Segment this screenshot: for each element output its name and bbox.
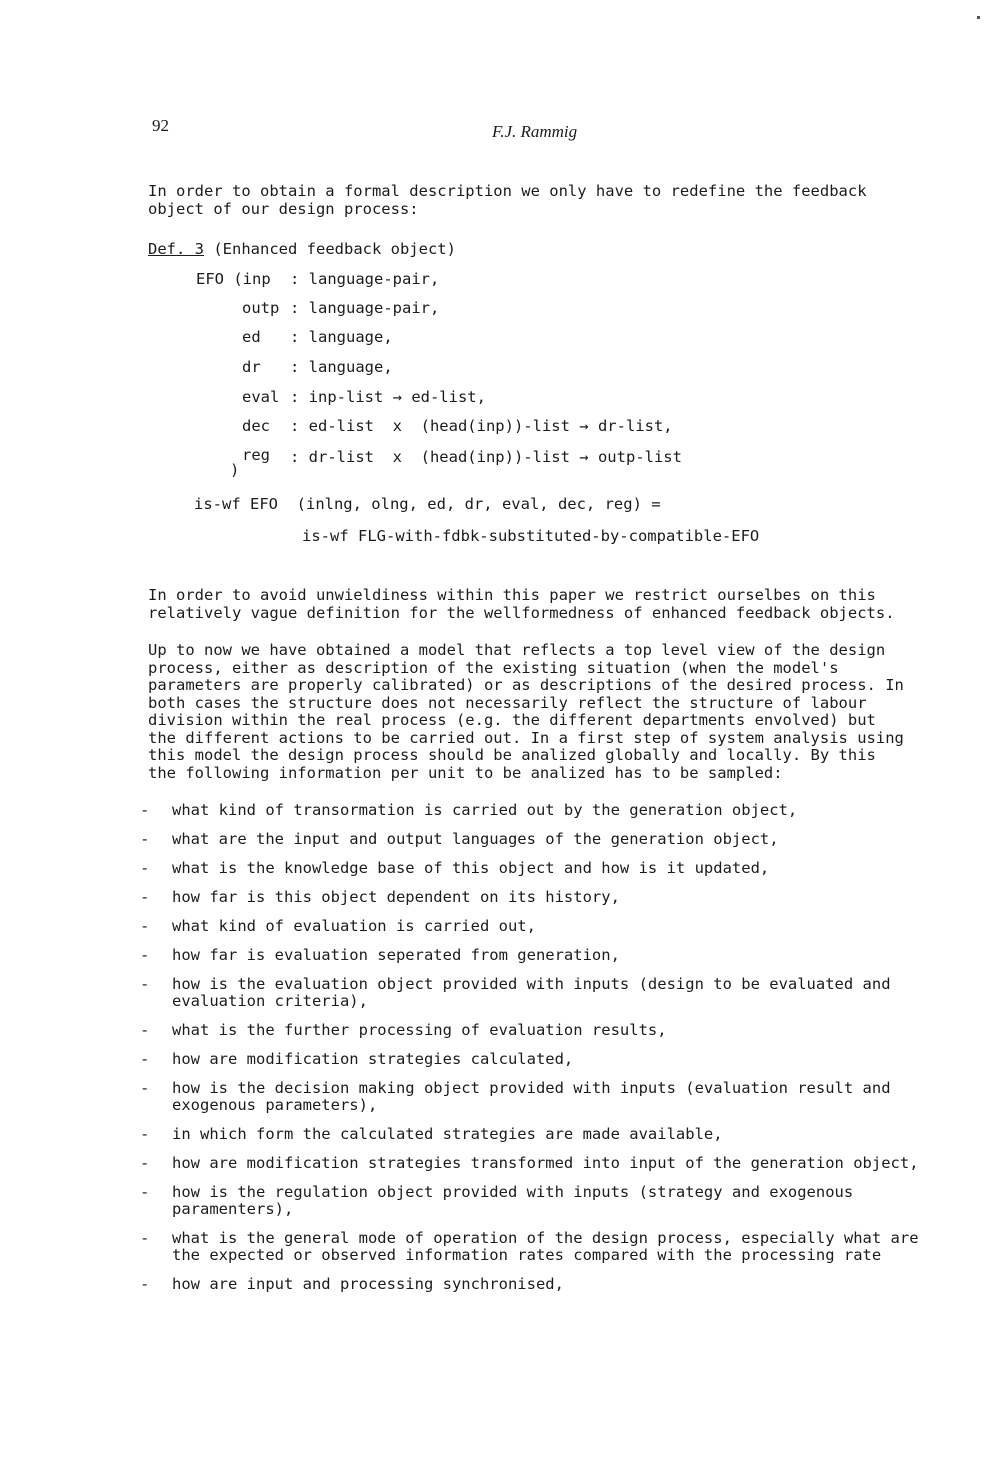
list-item-text: how are modification strategies transformed into input of the generation object, xyxy=(172,1154,919,1172)
analysis-questions-list xyxy=(140,802,920,1305)
definition-row-name: outp xyxy=(242,299,280,317)
list-item xyxy=(140,1022,920,1039)
list-item-text: how is the decision making object provided with inputs (evaluation result and exogenous parameters), xyxy=(172,1079,891,1114)
list-item-text: how is the evaluation object provided with inputs (design to be evaluated and evaluation criteria), xyxy=(172,975,891,1010)
definition-label: Def. 3 xyxy=(148,240,204,258)
running-head: F.J. Rammig xyxy=(492,122,578,141)
bullet-marker: - xyxy=(140,888,150,906)
list-item xyxy=(140,1080,920,1114)
page-number: 92 xyxy=(152,116,169,135)
definition-row-name: dec xyxy=(242,417,270,435)
paragraph-model-overview: Up to now we have obtained a model that reflects a top level view of the design process, either as description of the existing situation (when the model's parameters are properly calibrated) or as descriptions of the desired process. In both cases the structure does not necessarily reflect the structure of labour division within the real process (e.g. the different departments envolved) but the different actions to be carried out. In a first step of system analysis using this model the design process should be analized globally and locally. By this the following information per unit to be analized has to be sampled: xyxy=(148,641,904,782)
list-item xyxy=(140,918,920,935)
wellformed-line-1: is-wf EFO (inlng, olng, ed, dr, eval, dec, reg) = xyxy=(194,495,661,513)
definition-heading xyxy=(148,240,456,258)
definition-close: ) xyxy=(230,461,240,479)
definition-title: (Enhanced feedback object) xyxy=(213,240,456,258)
list-item xyxy=(140,1051,920,1068)
definition-open: EFO (inp xyxy=(196,270,271,288)
definition-row-name: eval xyxy=(242,388,280,406)
list-item-text: what is the further processing of evaluation results, xyxy=(172,1021,667,1039)
bullet-marker: - xyxy=(140,1229,150,1247)
list-item xyxy=(140,947,920,964)
definition-row-type: : inp-list → ed-list, xyxy=(290,388,486,406)
list-item xyxy=(140,1184,920,1218)
bullet-marker: - xyxy=(140,1021,150,1039)
bullet-marker: - xyxy=(140,830,150,848)
paragraph-restriction: In order to avoid unwieldiness within this paper we restrict ourselbes on this relatively vague definition for the wellformedness of enhanced feedback objects. xyxy=(148,586,895,622)
list-item-text: what are the input and output languages of the generation object, xyxy=(172,830,779,848)
list-item xyxy=(140,1276,920,1293)
bullet-marker: - xyxy=(140,917,150,935)
list-item xyxy=(140,860,920,877)
list-item xyxy=(140,1230,920,1264)
definition-row-name: dr xyxy=(242,358,261,376)
definition-row-type: : dr-list x (head(inp))-list → outp-list xyxy=(290,448,682,466)
list-item xyxy=(140,976,920,1010)
list-item xyxy=(140,802,920,819)
definition-inp-type: : language-pair, xyxy=(290,270,440,288)
list-item-text: how are input and processing synchronised, xyxy=(172,1275,564,1293)
list-item-text: in which form the calculated strategies are made available, xyxy=(172,1125,723,1143)
list-item-text: how is the regulation object provided with inputs (strategy and exogenous paramenters), xyxy=(172,1183,854,1218)
list-item-text: how far is this object dependent on its history, xyxy=(172,888,620,906)
bullet-marker: - xyxy=(140,1154,150,1172)
definition-row-type: : language, xyxy=(290,328,393,346)
definition-row-name: ed xyxy=(242,328,261,346)
definition-row-type: : language-pair, xyxy=(290,299,440,317)
scan-mark xyxy=(977,16,980,19)
bullet-marker: - xyxy=(140,1275,150,1293)
bullet-marker: - xyxy=(140,801,150,819)
bullet-marker: - xyxy=(140,975,150,993)
list-item xyxy=(140,831,920,848)
bullet-marker: - xyxy=(140,1079,150,1097)
list-item xyxy=(140,1155,920,1172)
bullet-marker: - xyxy=(140,1050,150,1068)
list-item-text: what kind of transormation is carried out by the generation object, xyxy=(172,801,798,819)
list-item xyxy=(140,1126,920,1143)
list-item-text: what is the general mode of operation of the design process, especially what are the expected or observed information rates compared with the processing rate xyxy=(172,1229,919,1264)
intro-paragraph: In order to obtain a formal description we only have to redefine the feedback object of our design process: xyxy=(148,182,867,218)
bullet-marker: - xyxy=(140,1183,150,1201)
bullet-marker: - xyxy=(140,1125,150,1143)
list-item-text: what kind of evaluation is carried out, xyxy=(172,917,536,935)
wellformed-line-2: is-wf FLG-with-fdbk-substituted-by-compatible-EFO xyxy=(302,527,760,545)
list-item-text: how are modification strategies calculated, xyxy=(172,1050,574,1068)
bullet-marker: - xyxy=(140,946,150,964)
definition-row-type: : ed-list x (head(inp))-list → dr-list, xyxy=(290,417,673,435)
definition-row-type: : language, xyxy=(290,358,393,376)
list-item-text: how far is evaluation seperated from generation, xyxy=(172,946,620,964)
list-item xyxy=(140,889,920,906)
list-item-text: what is the knowledge base of this object and how is it updated, xyxy=(172,859,770,877)
definition-row-name: reg xyxy=(242,446,270,464)
bullet-marker: - xyxy=(140,859,150,877)
